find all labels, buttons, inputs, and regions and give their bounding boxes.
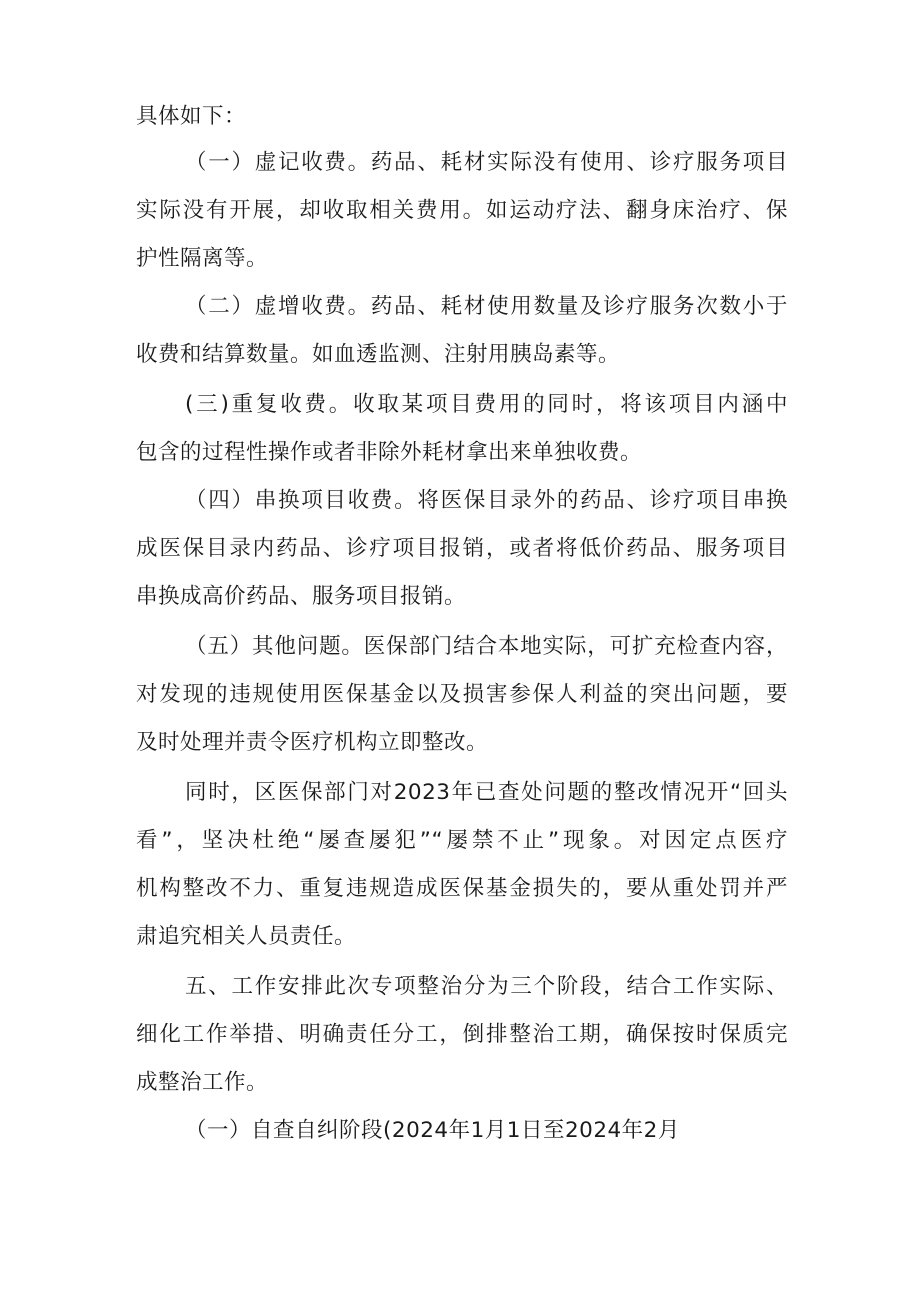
text-line: （五）其他问题。医保部门结合本地实际，可扩充检查内容，: [185, 634, 788, 659]
text-line: 收费和结算数量。如血透监测、注射用胰岛素等。: [136, 342, 621, 367]
text-line: 机构整改不力、重复违规造成医保基金损失的，要从重处罚并严: [136, 876, 788, 901]
text-line: 护性隔离等。: [136, 246, 269, 271]
text-line: 及时处理并责令医疗机构立即整改。: [136, 730, 489, 755]
text-line: 成医保目录内药品、诊疗项目报销，或者将低价药品、服务项目: [136, 536, 788, 561]
text-line: 具体如下：: [136, 104, 247, 129]
text-line: （二）虚增收费。药品、耗材使用数量及诊疗服务次数小于: [185, 294, 788, 319]
text-line: 包含的过程性操作或者非除外耗材拿出来单独收费。: [136, 440, 643, 465]
text-line: 成整治工作。: [136, 1070, 269, 1095]
text-line: （四）串换项目收费。将医保目录外的药品、诊疗项目串换: [185, 488, 788, 513]
text-line: 肃追究相关人员责任。: [136, 924, 357, 949]
text-line: 细化工作举措、明确责任分工，倒排整治工期，确保按时保质完: [136, 1022, 788, 1047]
text-line: （一）虚记收费。药品、耗材实际没有使用、诊疗服务项目: [185, 150, 788, 175]
text-line: 串换成高价药品、服务项目报销。: [136, 584, 467, 609]
text-line: 实际没有开展，却收取相关费用。如运动疗法、翻身床治疗、保: [136, 198, 788, 223]
text-line: (三)重复收费。收取某项目费用的同时，将该项目内涵中: [185, 392, 788, 417]
text-line: 同时，区医保部门对2023年已查处问题的整改情况开“回头: [185, 780, 788, 805]
text-line: （一）自查自纠阶段(2024年1月1日至2024年2月: [185, 1118, 680, 1143]
text-line: 对发现的违规使用医保基金以及损害参保人利益的突出问题，要: [136, 682, 788, 707]
text-line: 看”，坚决杜绝“屡查屡犯”“屡禁不止”现象。对因定点医疗: [136, 828, 788, 853]
text-line: 五、工作安排此次专项整治分为三个阶段，结合工作实际、: [185, 974, 788, 999]
